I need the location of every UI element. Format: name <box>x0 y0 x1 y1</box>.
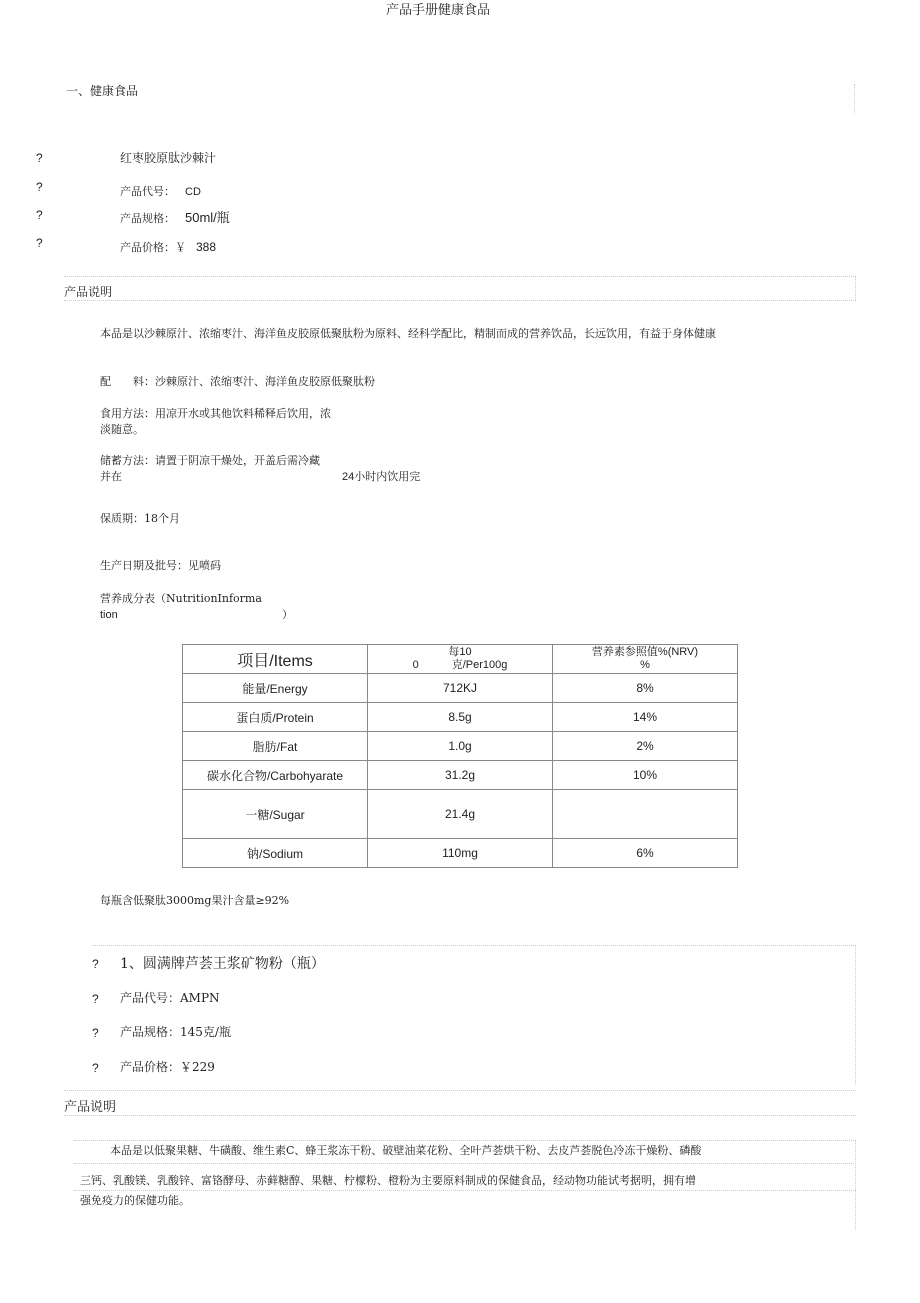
divider <box>64 1090 856 1091</box>
desc-intro: 本品是以沙棘原汁、浓缩枣汁、海洋鱼皮胶原低聚肽粉为原料、经科学配比，精制而成的营养饮品，长远饮用，有益于身体健康 <box>100 327 716 340</box>
cell: 能量/Energy <box>183 674 368 703</box>
cell: 14% <box>553 703 738 732</box>
header-part: 0 <box>412 659 419 671</box>
header-nrv <box>553 645 738 674</box>
table-row <box>183 761 738 790</box>
divider <box>64 1115 856 1116</box>
divider <box>92 945 856 946</box>
cell: 21.4g <box>368 790 553 839</box>
footnote: 每瓶含低聚肽3000mg果汁含量≥92% <box>100 894 290 907</box>
divider <box>74 1163 856 1164</box>
cell: 脂肪/Fat <box>183 732 368 761</box>
cell: 钠/Sodium <box>183 839 368 868</box>
label: 产品代号： <box>120 185 175 198</box>
cell <box>553 790 738 839</box>
header-part: 克/Per100g <box>451 659 508 671</box>
bullet: ? <box>92 1026 99 1040</box>
desc2-line3: 强免疫力的保健功能。 <box>80 1194 190 1207</box>
storage-line2: 并在 <box>100 470 122 483</box>
bullet: ? <box>92 992 99 1006</box>
document-title: 产品手册健康食品 <box>386 3 491 18</box>
product-code <box>120 181 201 199</box>
value: 50ml/瓶 <box>185 210 230 225</box>
ingredients: 配 料：沙棘原汁、浓缩枣汁、海洋鱼皮胶原低聚肽粉 <box>100 375 375 388</box>
divider <box>64 300 856 301</box>
table-row <box>183 732 738 761</box>
divider <box>855 945 856 1085</box>
header-part: 每10 <box>448 646 472 658</box>
nutrition-title-line2: tion <box>100 609 118 621</box>
nutrition-title-line1: 营养成分表（NutritionInforma <box>100 592 262 605</box>
cell: 31.2g <box>368 761 553 790</box>
cell: 110mg <box>368 839 553 868</box>
desc-heading: 产品说明 <box>64 285 113 299</box>
usage-line2: 淡随意。 <box>100 423 144 436</box>
table-row <box>183 703 738 732</box>
table-header-row <box>183 645 738 674</box>
bullet: ? <box>36 236 43 250</box>
bullet: ? <box>92 1061 99 1075</box>
table-row <box>183 790 738 839</box>
product-spec: 产品规格：145克/瓶 <box>120 1025 231 1039</box>
nutrition-title-line3: ） <box>282 609 293 621</box>
label: 产品规格： <box>120 212 175 225</box>
header-per100g <box>368 645 553 674</box>
cell: 1.0g <box>368 732 553 761</box>
desc2-line1: 本品是以低聚果糖、牛磺酸、维生素C、蜂王浆冻干粉、破壁油菜花粉、全叶芦荟烘干粉、去皮芦荟脱色冷冻干燥粉、磷酸 <box>110 1144 702 1157</box>
cell: 10% <box>553 761 738 790</box>
bullet: ? <box>36 180 43 194</box>
desc2-line2: 三钙、乳酸镁、乳酸锌、富铬酵母、赤藓糖醇、果糖、柠檬粉、橙粉为主要原料制成的保健食品，经动物功能试考据明，拥有增 <box>80 1174 696 1187</box>
cell: 6% <box>553 839 738 868</box>
divider <box>855 276 856 300</box>
header-part: 营养素参照值%(NRV) <box>591 646 699 658</box>
bullet: ? <box>36 151 43 165</box>
product-name: 红枣胶原肽沙棘汁 <box>120 151 217 165</box>
header-part: % <box>640 659 650 671</box>
divider <box>74 1140 856 1141</box>
cell: 2% <box>553 732 738 761</box>
cell: 一糖/Sugar <box>183 790 368 839</box>
storage-line3: 24小时内饮用完 <box>342 471 421 483</box>
value: 388 <box>196 240 217 254</box>
table-row <box>183 839 738 868</box>
bullet: ? <box>92 957 99 971</box>
storage-line1: 储蓄方法：请置于阴凉干燥处，开盖后需冷藏 <box>100 454 320 467</box>
header-items: 项目/Items <box>183 645 368 674</box>
cell: 蛋白质/Protein <box>183 703 368 732</box>
cell: 8% <box>553 674 738 703</box>
product-price: 产品价格：￥229 <box>120 1060 215 1074</box>
divider <box>855 1140 856 1230</box>
usage-line1: 食用方法：用凉开水或其他饮料稀释后饮用，浓 <box>100 407 331 420</box>
divider <box>64 276 856 277</box>
product-name: 1、圆满牌芦荟王浆矿物粉（瓶） <box>120 956 325 972</box>
section-heading: 一、健康食品 <box>66 84 139 98</box>
desc-heading: 产品说明 <box>64 1100 117 1115</box>
bullet: ? <box>36 208 43 222</box>
divider <box>854 84 855 114</box>
cell: 碳水化合物/Carbohyarate <box>183 761 368 790</box>
value: CD <box>185 186 201 198</box>
divider <box>74 1190 856 1191</box>
label: 产品价格：￥ <box>120 241 186 254</box>
product-code: 产品代号：AMPN <box>120 991 220 1005</box>
cell: 712KJ <box>368 674 553 703</box>
product-price <box>120 237 216 255</box>
table-row <box>183 674 738 703</box>
cell: 8.5g <box>368 703 553 732</box>
shelf-life: 保质期：18个月 <box>100 512 180 525</box>
batch-info: 生产日期及批号：见喷码 <box>100 559 221 572</box>
product-spec <box>120 208 230 226</box>
nutrition-table <box>182 644 738 868</box>
